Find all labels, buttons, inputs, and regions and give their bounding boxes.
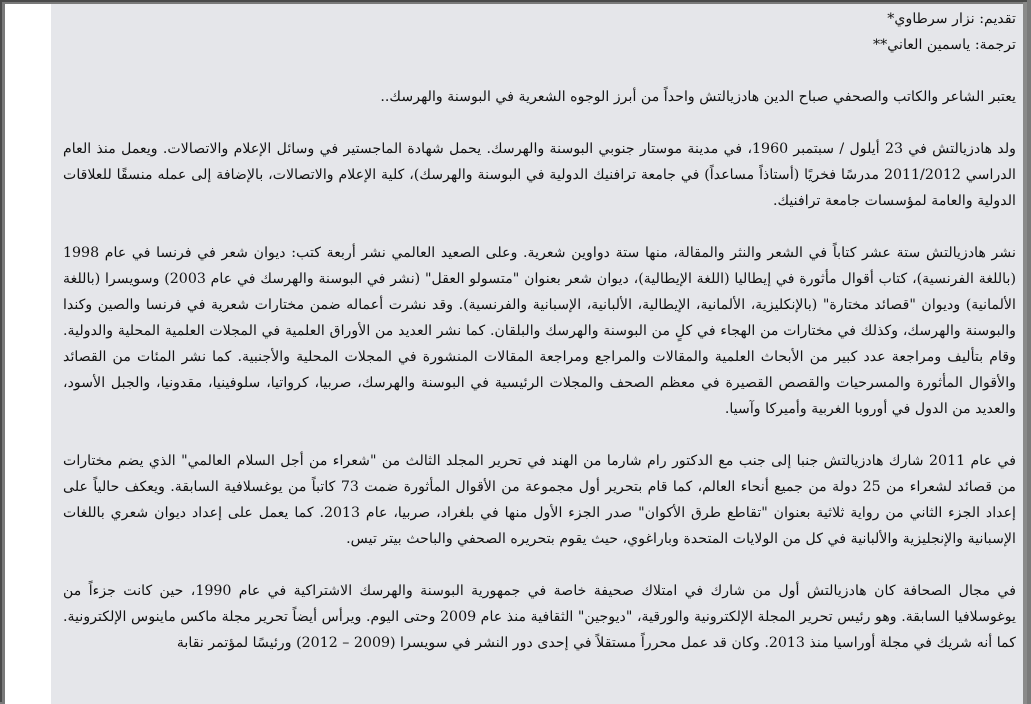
publications-paragraph: نشر هادزيالتش ستة عشر كتاباً في الشعر والنثر والمقالة، منها ستة دواوين شعرية. وعلى الصعيد العالمي نشر أربعة كتب: ديوان شعر في فرنسا في عام 1998 (باللغة الفرنسية)، كتاب أقوال مأثورة في إيطاليا (اللغة الإيطالية)، ديوان شعر بعنوان "متسولو العقل" (نشر في البوسنة والهرسك في عام 2003) وسويسرا (باللغة الألمانية) وديوان "قصائد مختارة" (بالإنكليزية، الألمانية، الإيطالية، الألبانية، الإسبانية والفرنسية). وقد نشرت أعماله ضمن مختارات شعرية في فرنسا والصين وكندا والبوسنة والهرسك، وكذلك في مختارات من الهجاء في كلٍ من البوسنة والهرسك والبلقان. كما نشر العديد من الأوراق العلمية في المجلات العلمية المحلية والدولية. وقام بتأليف ومراجعة عدد كبير من الأبحاث العلمية والمقالات والمراجع ومراجعة المقالات المنشورة في المجلات المحلية والأجنبية. كما نشر المئات من القصائد والأقوال المأثورة والمسرحيات والقصص القصيرة في معظم الصحف والمجلات الرئيسية في البوسنة والهرسك، صربيا، كرواتيا، سلوفينيا، مقدونيا، والجبل الأسود، والعديد من الدول في أوروبا الغربية وأميركا وآسيا.: [63, 245, 1016, 417]
article-body: [63, 6, 1016, 682]
intro-paragraph: يعتبر الشاعر والكاتب والصحفي صباح الدين هادزيالتش واحداً من أبرز الوجوه الشعرية في البوسنة والهرسك..: [380, 89, 1016, 105]
document-page: [5, 4, 1024, 704]
editorial-work-paragraph: في عام 2011 شارك هادزيالتش جنبا إلى جنب مع الدكتور رام شارما من الهند في تحرير المجلد الثالث من "شعراء من أجل السلام العالمي" الذي يضم مختارات من قصائد لشعراء من 25 دولة من جميع أنحاء العالم، كما قام بتحرير أول مجموعة من الأقوال المأثورة ضمت 73 كاتباً من يوغسلافية السابقة. ويعكف حالياً على إعداد الجزء الثاني من رواية ثلاثية بعنوان "تقاطع طرق الأكوان" صدر الجزء الأول منها في بلغراد، صربيا، عام 2013. كما يعمل على إعداد ديوان شعري باللغات الإسبانية والإنجليزية والألبانية في كل من الولايات المتحدة وباراغوي، حيث يقوم بتحريره الصحفي والباحث بيتر تيس.: [63, 453, 1017, 547]
biography-paragraph: ولد هادزيالتش في 23 أيلول / سبتمبر 1960، في مدينة موستار جنوبي البوسنة والهرسك. يحمل شهادة الماجستير في وسائل الإعلام والاتصالات. ويعمل منذ العام الدراسي 2011/2012 مدرسًا فخريًا (أستاذاً مساعداً) في جامعة ترافنيك الدولية في البوسنة والهرسك)، كلية الإعلام والاتصالات، بالإضافة إلى عمله منسقًا للعلاقات الدولية والعامة لمؤسسات جامعة ترافنيك.: [63, 141, 1017, 209]
translator-credit: ترجمة: ياسمين العاني**: [873, 37, 1016, 53]
vertical-scrollbar[interactable]: [1023, 2, 1027, 704]
presenter-credit: تقديم: نزار سرطاوي*: [887, 11, 1016, 27]
journalism-paragraph: في مجال الصحافة كان هادزيالتش أول من شارك في امتلاك صحيفة خاصة في جمهورية البوسنة والهرسك الاشتراكية في عام 1990، حين كانت جزءاً من يوغوسلافيا السابقة. وهو رئيس تحرير المجلة الإلكترونية والورقية، "ديوجين" الثقافية منذ عام 2009 وحتى اليوم. ويرأس أيضاً تحرير مجلة ماكس ماينوس الإلكترونية. كما أنه شريك في مجلة أوراسيا منذ 2013. وكان قد عمل محرراً مستقلاً في إحدى دور النشر في سويسرا (2009 – 2012) ورئيسًا لمؤتمر نقابة: [63, 583, 1016, 651]
